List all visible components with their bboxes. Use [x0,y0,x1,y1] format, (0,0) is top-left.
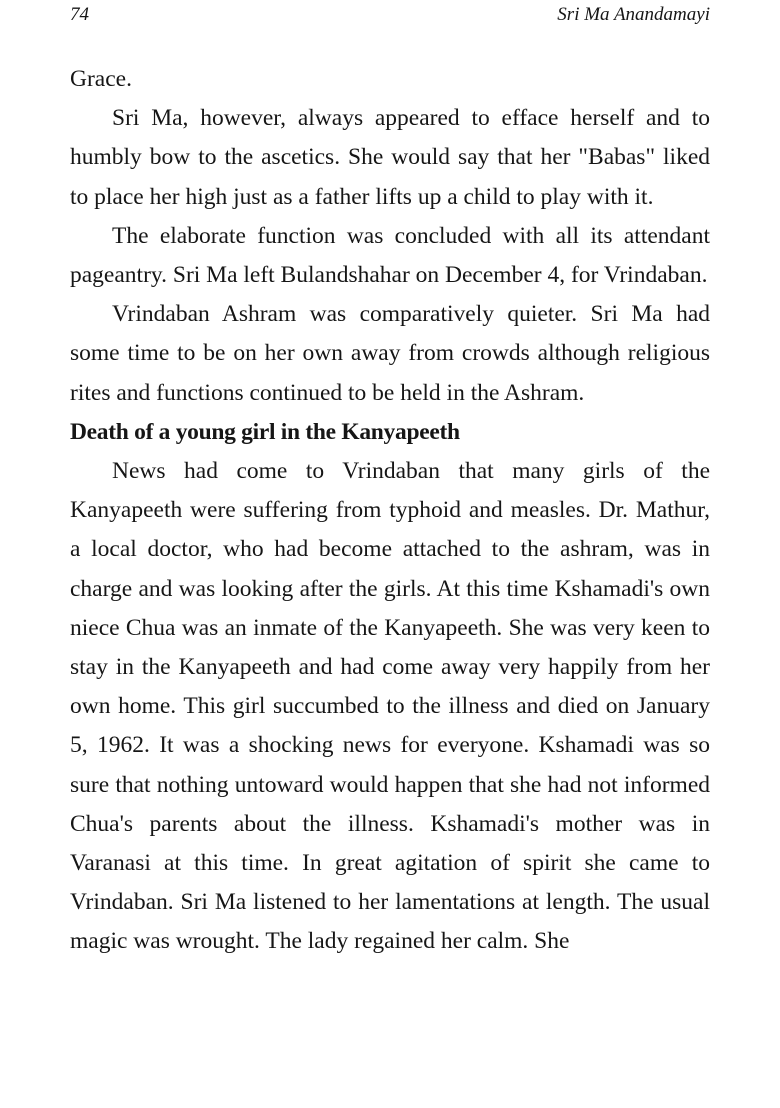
paragraph-kanyapeeth: News had come to Vrindaban that many girls of the Kanyapeeth were suffering from typhoid and measles. Dr. Mathur, a local doctor, who had become attached to the ashram, was in charge and was looking after the girls. At this time Kshamadi's own niece Chua was an inmate of the Kanyapeeth. She was very keen to stay in the Kanyapeeth and had come away very happily from her own home. This girl succumbed to the illness and died on January 5, 1962. It was a shocking news for everyone. Kshamadi was so sure that nothing untoward would happen that she had not informed Chua's parents about the illness. Kshamadi's mother was in Varanasi at this time. In great agitation of spirit she came to Vrindaban. Sri Ma listened to her lamentations at length. The usual magic was wrought. The lady regained her calm. She [70,458,710,955]
section-heading: Death of a young girl in the Kanyapeeth [70,418,460,445]
paragraph-vrindaban-ashram: Vrindaban Ashram was comparatively quieter. Sri Ma had some time to be on her own away from crowds although religious rites and functions continued to be held in the Ashram. [70,301,710,406]
book-title: Sri Ma Anandamayi [557,4,710,25]
page-body [70,60,710,962]
paragraph-ascetics: Sri Ma, however, always appeared to efface herself and to humbly bow to the ascetics. She would say that her "Babas" liked to place her high just as a father lifts up a child to play with it. [70,105,710,210]
paragraph-function: The elaborate function was concluded with all its attendant pageantry. Sri Ma left Bulandshahar on December 4, for Vrindaban. [70,222,710,289]
paragraph-continuation: Grace. [70,66,132,92]
page-number: 74 [70,4,89,25]
